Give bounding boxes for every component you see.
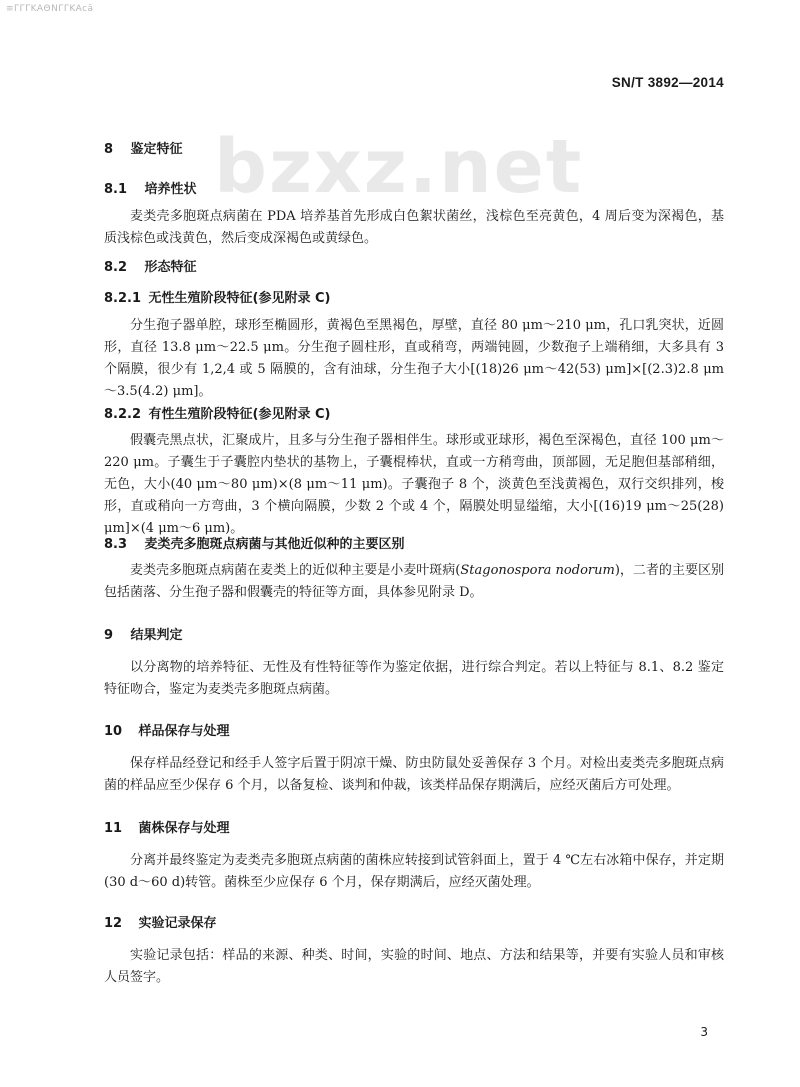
section-heading-10 [104,720,230,739]
paragraph-8-1: 麦类壳多胞斑点病菌在 PDA 培养基首先形成白色絮状菌丝，浅棕色至亮黄色，4 周后变为深褐色，基质浅棕色或浅黄色，然后变成深褐色或黄绿色。 [104,209,724,246]
paragraph-10: 保存样品经登记和经手人签字后置于阴凉干燥、防虫防鼠处妥善保存 3 个月。对检出麦类壳多胞斑点病菌的样品应至少保存 6 个月，以备复检、谈判和仲裁，该类样品保存期满后，应经灭菌后方可处理。 [104,756,724,793]
section-heading-8-2-1 [104,287,330,306]
paragraph-11: 分离并最终鉴定为麦类壳多胞斑点病菌的菌株应转接到试管斜面上，置于 4 ℃左右冰箱中保存，并定期(30 d～60 d)转管。菌株至少应保存 6 个月，保存期满后，应经灭菌处理。 [104,853,724,890]
watermark: bzxz.net [214,124,584,210]
section-heading-8-2-2 [104,403,330,422]
section-heading-8-2 [104,256,197,275]
section-title: 结果判定 [130,628,183,643]
section-title: 无性生殖阶段特征(参见附录 C) [148,291,331,306]
section-heading-8 [104,138,183,157]
section-number: 8.2.1 [104,291,142,306]
page-number: 3 [700,1025,708,1039]
section-heading-11 [104,817,230,836]
species-name: Stagonospora nodorum [460,563,615,578]
section-number: 8 [104,142,114,157]
section-title: 培养性状 [144,182,197,197]
section-number: 8.2.2 [104,407,142,422]
section-number: 10 [104,724,123,739]
section-heading-8-1 [104,178,197,197]
section-number: 8.1 [104,182,128,197]
section-title: 鉴定特征 [130,142,183,157]
section-number: 9 [104,628,114,643]
paragraph-text-after: )，二者的主要区别包括菌落、分生孢子器和假囊壳的特征等方面，具体参见附录 D。 [104,563,724,600]
section-number: 8.3 [104,537,128,552]
section-title: 有性生殖阶段特征(参见附录 C) [148,407,331,422]
section-title: 形态特征 [144,260,197,275]
section-title: 样品保存与处理 [138,724,230,739]
standard-number: SN/T 3892—2014 [611,75,724,90]
section-heading-12 [104,912,217,931]
corner-mark: ≡ΓΓΓKAΘNΓΓKAcā [6,4,94,14]
paragraph-text-before: 麦类壳多胞斑点病菌在麦类上的近似种主要是小麦叶斑病( [130,563,461,578]
section-title: 实验记录保存 [138,916,217,931]
paragraph-8-3 [104,560,724,604]
paragraph-8-2-2: 假囊壳黑点状，汇聚成片，且多与分生孢子器相伴生。球形或亚球形，褐色至深褐色，直径 100 μm～220 μm。子囊生于子囊腔内垫状的基物上，子囊棍棒状，直或一方稍弯曲，顶部圆，无足胞但基部稍细，无色，大小(40 μm～80 μm)×(8 μm～11 μm)。子囊孢子 8 个，淡黄色至浅黄褐色，双行交织排列，梭形，直或稍向一方弯曲，3 个横向隔膜，少数 2 个或 4 个，隔膜处明显缢缩，大小[(16)19 μm～25(28) μm]×(4 μm～6 μm)。 [104,433,724,536]
section-title: 麦类壳多胞斑点病菌与其他近似种的主要区别 [144,537,405,552]
section-number: 12 [104,916,123,931]
paragraph-8-2-1: 分生孢子器单腔，球形至椭圆形，黄褐色至黑褐色，厚壁，直径 80 μm～210 μm，孔口乳突状，近圆形，直径 13.8 μm～22.5 μm。分生孢子圆柱形，直或稍弯，两端钝圆，少数孢子上端稍细，大多具有 3 个隔膜，很少有 1,2,4 或 5 隔膜的，含有油球，分生孢子大小[(18)26 μm～42(53) μm]×[(2.3)2.8 μm～3.5(4.2) μm]。 [104,318,724,399]
section-heading-8-3 [104,533,405,552]
paragraph-12: 实验记录包括：样品的来源、种类、时间，实验的时间、地点、方法和结果等，并要有实验人员和审核人员签字。 [104,948,724,985]
section-number: 11 [104,821,123,836]
section-heading-9 [104,624,183,643]
section-title: 菌株保存与处理 [138,821,230,836]
paragraph-9: 以分离物的培养特征、无性及有性特征等作为鉴定依据，进行综合判定。若以上特征与 8.1、8.2 鉴定特征吻合，鉴定为麦类壳多胞斑点病菌。 [104,660,724,697]
section-number: 8.2 [104,260,128,275]
